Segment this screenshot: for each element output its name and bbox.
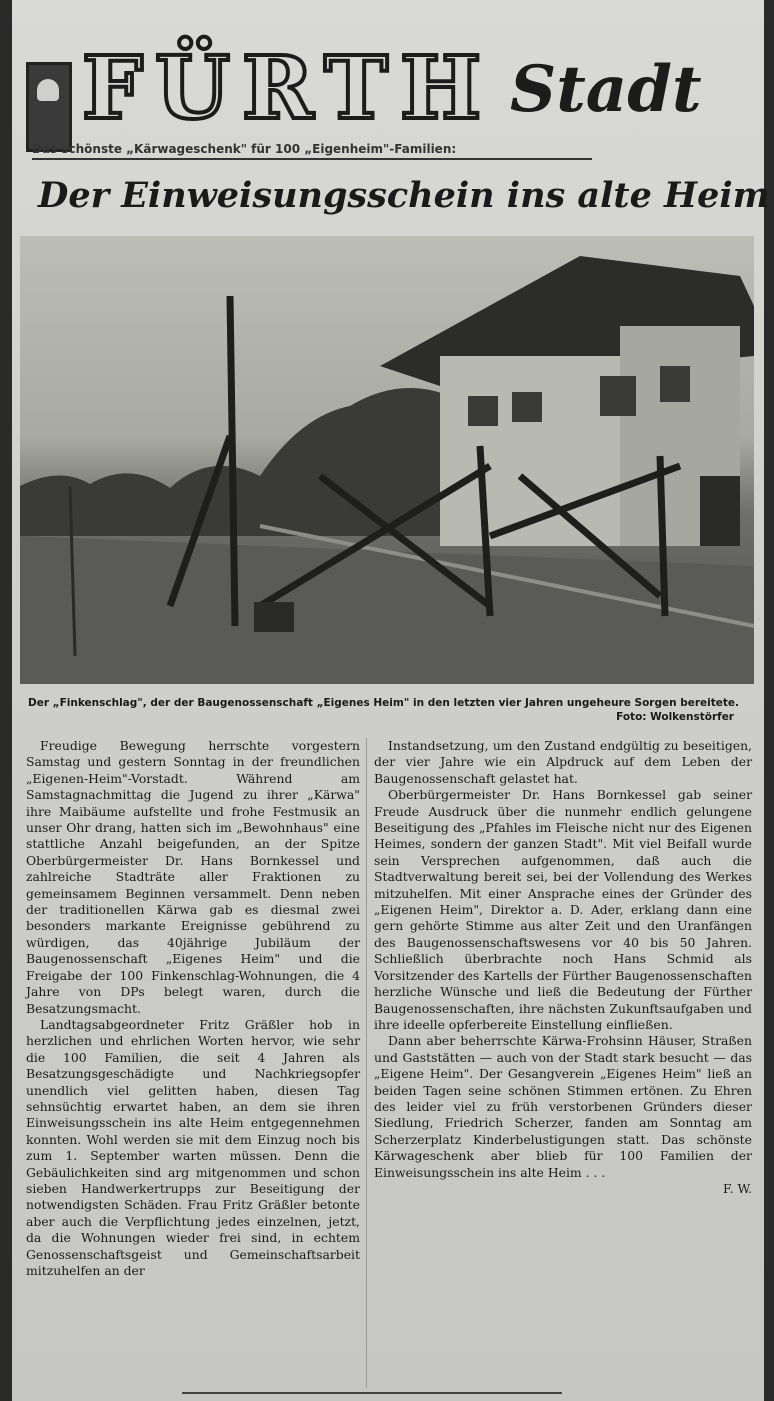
photo-caption-text: Der „Finkenschlag", der der Baugenossenschaft „Eigenes Heim" in den letzten vier Jahren ungeheure Sorgen bereitete. (28, 697, 740, 709)
paragraph: Oberbürgermeister Dr. Hans Bornkessel gab seiner Freude Ausdruck über die nunmehr endlich gelungene Beseitigung des „Pfahles im Fleische nicht nur des Eigenen Heimes, sondern der ganzen Stadt". Mit viel Beifall wurde sein Versprechen aufgenommen, daß auch die Stadtverwaltung bereit sei, bei der Vollendung des Werkes mitzuhelfen. Mit einer Ansprache eines der Gründer des „Eigenen Heim", Direktor a. D. Ader, erklang dann eine gern gehörte Stimme aus alter Zeit und den Uranfängen des Baugenossenschaftswesens vor 40 bis 50 Jahren. Schließlich überbrachte noch Hans Schmid als Vorsitzender des Kartells der Fürther Baugenossenschaften herzliche Wünsche und ließ die Bedeutung der Fürther Baugenossenschaften, ihre nächsten Zukunftsaufgaben und ihre ideelle opferbereite Einstellung einfließen. (374, 787, 752, 1032)
column-divider (366, 738, 367, 1388)
article-column-right (374, 738, 752, 1197)
paragraph: Dann aber beherrschte Kärwa-Frohsinn Häuser, Straßen und Gaststätten — auch von der Stadt stark besucht — das „Eigene Heim". Der Gesangverein „Eigenes Heim" ließ an beiden Tagen seine schönen Stimmen ertönen. Zu Ehren des leider viel zu früh verstorbenen Gründers dieser Siedlung, Friedrich Scherzer, fanden am Sonntag am Scherzerplatz Kinderbelustigungen statt. Das schönste Kärwageschenk aber blieb für 100 Familien der Einweisungsschein ins alte Heim . . . (374, 1033, 752, 1180)
city-crest-icon (26, 62, 72, 152)
paragraph: Freudige Bewegung herrschte vorgestern Samstag und gestern Sonntag in der freundlichen „Eigenen-Heim"-Vorstadt. Während am Samstagnachmittag die Jugend zu ihrer „Kärwa" ihre Maibäume aufstellte und frohe Festmusik an unser Ohr drang, hatten sich im „Bewohnhaus" eine stattliche Anzahl beigefunden, an der Spitze Oberbürgermeister Dr. Hans Bornkessel und zahlreiche Stadträte aller Fraktionen zu gemeinsamem Beginnen versammelt. Denn neben der traditionellen Kärwa gab es diesmal zwei besonders markante Ereignisse gebührend zu würdigen, das 40jährige Jubiläum der Baugenossenschaft „Eigenes Heim" und die Freigabe der 100 Finkenschlag-Wohnungen, die 4 Jahre von DPs belegt waren, durch die Besatzungsmacht. (26, 738, 360, 1016)
paragraph: Landtagsabgeordneter Fritz Gräßler hob in herzlichen und ehrlichen Worten hervor, wie sehr die 100 Familien, die seit 4 Jahren als Besatzungsgeschädigte und Nachkriegsopfer unendlich viel gelitten haben, diesen Tag sehnsüchtig erwartet haben, an dem sie ihren Einweisungsschein ins alte Heim entgegennehmen konnten. Wohl werden sie mit dem Einzug noch bis zum 1. September warten müssen. Denn die Gebäulichkeiten sind arg mitgenommen und schon sieben Handwerkertrupps zur Beseitigung der notwendigsten Schäden. Frau Fritz Gräßler betonte aber auch die Verpflichtung jedes einzelnen, jetzt, da die Wohnungen wieder frei sind, in echtem Genossenschaftsgeist und Gemeinschaftsarbeit mitzuhelfen an der (26, 1016, 360, 1278)
article-column-left (26, 738, 360, 1279)
article-photo (20, 236, 754, 684)
paragraph: Instandsetzung, um den Zustand endgültig zu beseitigen, der vier Jahre wie ein Alpdruck auf dem Leben der Baugenossenschaft gelastet hat. (374, 738, 752, 786)
article-headline: Der Einweisungsschein ins alte Heim (38, 175, 770, 216)
newspaper-page (12, 0, 770, 1401)
photo-credit: Foto: Wolkenstörfer (616, 711, 734, 723)
masthead-title: FÜRTH (82, 38, 494, 139)
author-signature: F. W. (722, 1180, 752, 1196)
settlement-photo-illustration (20, 236, 754, 684)
masthead-subtitle: Stadt (510, 52, 702, 127)
article-kicker: Das schönste „Kärwageschenk" für 100 „Eigenheim"-Familien: (32, 142, 592, 160)
bottom-rule (182, 1392, 562, 1394)
photo-caption (28, 696, 754, 723)
masthead (12, 18, 764, 138)
